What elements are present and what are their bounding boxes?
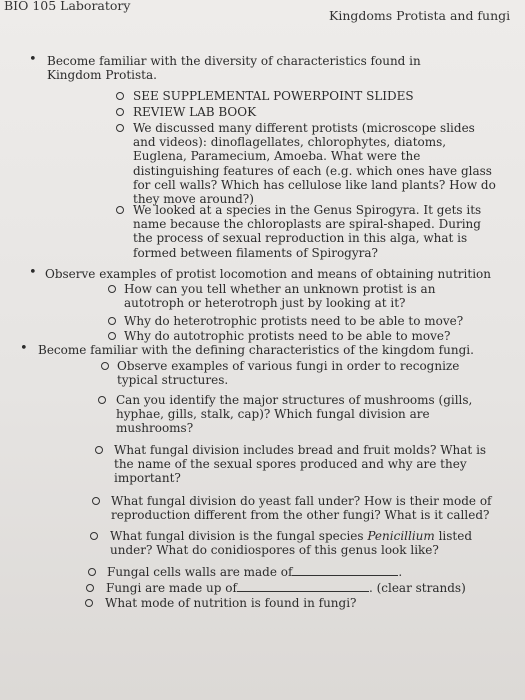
ring-fungi-8 — [85, 599, 93, 607]
ring-protista-3 — [116, 124, 124, 132]
course-header: BIO 105 Laboratory — [4, 0, 131, 13]
protista-item-1: SEE SUPPLEMENTAL POWERPOINT SLIDES — [133, 89, 414, 103]
bullet-protista: • — [29, 52, 37, 67]
protista-main: Become familiar with the diversity of characteristics found in Kingdom Protista. — [47, 54, 421, 83]
fungi-main: Become familiar with the defining characteristics of the kingdom fungi. — [38, 343, 474, 357]
fungi-item-2: Can you identify the major structures of mushrooms (gills, hyphae, gills, stalk, cap)? Which fungal division are mushrooms? — [116, 393, 473, 436]
ring-fungi-7 — [86, 584, 94, 592]
fungi-item-3: What fungal division includes bread and fruit molds? What is the name of the sexual spores produced and why are they important? — [114, 443, 487, 486]
penicillium-species: Penicillium — [367, 529, 435, 543]
bullet-fungi: • — [20, 341, 28, 356]
ring-fungi-2 — [98, 396, 106, 404]
ring-locomotion-1 — [108, 285, 116, 293]
ring-protista-2 — [116, 108, 124, 116]
locomotion-item-2: Why do heterotrophic protists need to be able to move? — [124, 314, 464, 328]
ring-locomotion-3 — [108, 332, 116, 340]
ring-fungi-1 — [101, 362, 109, 370]
protista-item-3: We discussed many different protists (microscope slides and videos): dinoflagellates, chlorophytes, diatoms, Euglena, Paramecium, Amoeba. What were the distinguishing features of each (e.g. which ones have glass for cell walls? Which has cellulose like land plants? How do they move around?) — [133, 121, 496, 207]
penicillium-prefix: What fungal division is the fungal species — [110, 529, 368, 543]
protista-item-2: REVIEW LAB BOOK — [133, 105, 257, 119]
locomotion-item-3: Why do autotrophic protists need to be able to move? — [124, 329, 451, 343]
fungi-item-6: Fungal cells walls are made of . — [107, 565, 403, 579]
cell-wall-answer-blank[interactable] — [292, 565, 398, 576]
ring-fungi-5 — [90, 532, 98, 540]
ring-protista-1 — [116, 92, 124, 100]
locomotion-item-1: How can you tell whether an unknown protist is an autotroph or heterotroph just by looking at it? — [124, 282, 436, 311]
ring-fungi-6 — [88, 568, 96, 576]
fungi-item-8: What mode of nutrition is found in fungi? — [105, 596, 357, 610]
ring-fungi-4 — [92, 497, 100, 505]
penicillium-suffix: listed under? What do conidiospores of this genus look like? — [110, 529, 473, 558]
locomotion-main: Observe examples of protist locomotion and means of obtaining nutrition — [45, 267, 491, 281]
bullet-locomotion: • — [29, 265, 37, 280]
protista-item-4: We looked at a species in the Genus Spirogyra. It gets its name because the chloroplasts are spiral-shaped. During the process of sexual reproduction in this alga, what is formed between filaments of Spirogyra? — [133, 203, 482, 260]
fungi-made-up-blank[interactable] — [237, 581, 369, 592]
fungi-item-1: Observe examples of various fungi in order to recognize typical structures. — [117, 359, 460, 388]
topic-header: Kingdoms Protista and fungi — [329, 8, 511, 23]
ring-locomotion-2 — [108, 317, 116, 325]
ring-fungi-3 — [95, 446, 103, 454]
clear-strands-hint: (clear strands) — [376, 581, 466, 595]
fungi-item-7: Fungi are made up of . (clear strands) — [106, 581, 466, 595]
fungi-item-5 — [110, 529, 480, 557]
fungi-item-4: What fungal division do yeast fall under? How is their mode of reproduction different from the other fungi? What is it called? — [111, 494, 492, 523]
ring-protista-4 — [116, 206, 124, 214]
